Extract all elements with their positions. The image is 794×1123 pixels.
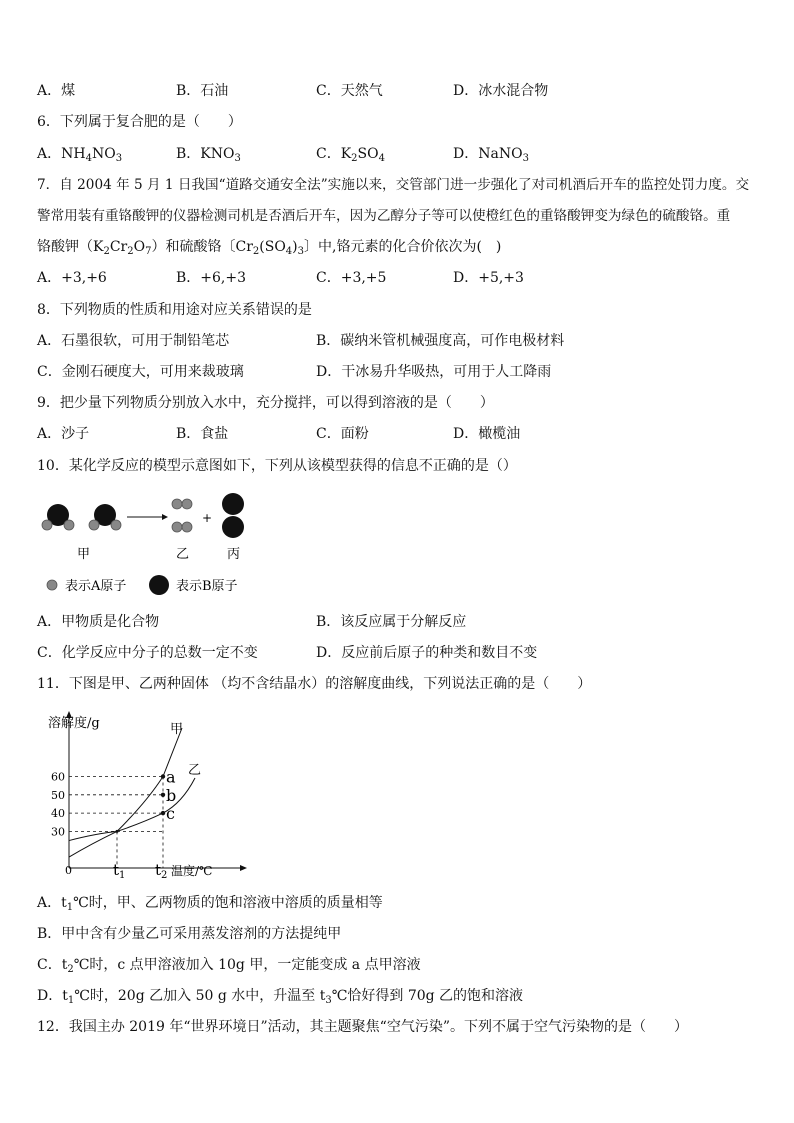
q10-options-row-2 [37, 643, 757, 663]
q6-option-b: B．$KNO_3$ [176, 146, 241, 164]
q10-option-c: C．化学反应中分子的总数一定不变 [37, 645, 258, 661]
q7-options [37, 268, 757, 288]
q8-option-c: C．金刚石硬度大，可用来裁玻璃 [37, 364, 244, 380]
x-tick-t2: $t_2$ [155, 861, 168, 881]
series-yi-label: 乙 [188, 763, 202, 778]
q10-options-row-1 [37, 612, 757, 632]
legend-a-label: 表示A原子 [65, 579, 127, 594]
q9-option-a: A．沙子 [37, 426, 90, 442]
q5-options [37, 81, 757, 101]
point-label-c: c [166, 804, 175, 824]
q8-option-b: B．碳纳米管机械强度高，可作电极材料 [316, 333, 565, 349]
q10-stem: 10．某化学反应的模型示意图如下，下列从该模型获得的信息不正确的是（） [37, 458, 517, 474]
molecule-jia-1 [42, 504, 74, 530]
y-tick-label-60: 60 [51, 770, 65, 784]
q7-line-2: 警常用装有重铬酸钾的仪器检测司机是否酒后开车，因为乙醇分子等可以使橙红色的重铬酸钾变为绿色的硫酸铬。重 [37, 208, 731, 224]
q8-stem: 8．下列物质的性质和用途对应关系错误的是 [37, 302, 312, 318]
point-b [161, 793, 165, 797]
point-a [161, 774, 165, 778]
q5-option-a: A．煤 [37, 83, 76, 99]
plus-sign: + [202, 511, 213, 525]
q11-stem: 11．下图是甲、乙两种固体 （均不含结晶水）的溶解度曲线，下列说法正确的是（ ） [37, 676, 592, 692]
x-axis-label: 温度/℃ [171, 864, 213, 878]
reaction-model-diagram [37, 490, 297, 600]
q10-option-a: A．甲物质是化合物 [37, 614, 160, 630]
q6-stem: 6．下列属于复合肥的是（ ） [37, 114, 242, 130]
q7-option-b: B．+6,+3 [176, 270, 247, 286]
label-yi: 乙 [176, 547, 190, 562]
point-intersection [116, 830, 119, 833]
q5-option-d: D．冰水混合物 [453, 83, 549, 99]
q9-stem: 9．把少量下列物质分别放入水中，充分搅拌，可以得到溶液的是（ ） [37, 395, 494, 411]
q12-stem: 12．我国主办 2019 年“世界环境日”活动，其主题聚焦“空气污染”。下列不属于空气污染物的是（ ） [37, 1019, 688, 1035]
q8-option-d: D．干冰易升华吸热，可用于人工降雨 [316, 364, 552, 380]
q9-option-d: D．橄榄油 [453, 426, 521, 442]
q11-option-d: D．$t_1℃$时，20g 乙加入 50 g 水中，升温至 $t_3℃$恰好得到 70g 乙的饱和溶液 [37, 988, 524, 1006]
y-tick-label-50: 50 [51, 788, 65, 802]
q8-option-a: A．石墨很软，可用于制铅笔芯 [37, 333, 230, 349]
y-axis-label: 溶解度/g [48, 716, 100, 731]
legend-a-atom-icon [47, 580, 57, 590]
legend-b-label: 表示B原子 [176, 579, 238, 594]
q7-line-1: 7．自 2004 年 5 月 1 日我国“道路交通安全法”实施以来，交管部门进一步强化了对司机酒后开车的监控处罚力度。交 [37, 177, 750, 193]
legend-b-atom-icon [149, 575, 169, 595]
q11-option-c: C．$t_2℃$时，c 点甲溶液加入 10g 甲，一定能变成 a 点甲溶液 [37, 957, 421, 975]
q7-option-a: A．+3,+6 [37, 270, 107, 286]
q6-option-d: D．NaNO$_3$ [453, 146, 529, 164]
y-tick-label-30: 30 [51, 825, 65, 839]
origin-label: 0 [65, 864, 72, 877]
solubility-chart [37, 708, 257, 886]
series-jia-label: 甲 [170, 722, 184, 737]
q5-option-b: B．石油 [176, 83, 229, 99]
q11-option-b: B．甲中含有少量乙可采用蒸发溶剂的方法提纯甲 [37, 926, 342, 942]
q11-option-a: A．$t_1℃$时，甲、乙两物质的饱和溶液中溶质的质量相等 [37, 895, 383, 913]
q9-option-c: C．面粉 [316, 426, 369, 442]
molecule-yi-2 [172, 522, 192, 532]
x-tick-t1: $t_1$ [113, 861, 126, 881]
q7-option-d: D．+5,+3 [453, 270, 524, 286]
molecule-bing [222, 493, 244, 538]
point-c [161, 811, 165, 815]
molecule-yi-1 [172, 499, 192, 509]
q9-option-b: B．食盐 [176, 426, 229, 442]
q6-option-a: A．$NH_4NO_3$ [37, 146, 123, 164]
q10-option-d: D．反应前后原子的种类和数目不变 [316, 645, 538, 661]
q7-line-3: 铬酸钾$(K_2Cr_2O_7)$和硫酸铬〔$Cr_2(SO_4)_3$〕中,铬元素的化合价依次为( ) [37, 239, 502, 257]
q10-option-b: B．该反应属于分解反应 [316, 614, 467, 630]
label-jia: 甲 [77, 547, 91, 562]
q7-option-c: C．+3,+5 [316, 270, 387, 286]
label-bing: 丙 [227, 547, 241, 562]
q5-option-c: C．天然气 [316, 83, 383, 99]
molecule-jia-2 [89, 504, 121, 530]
point-label-a: a [166, 767, 176, 787]
q6-options [37, 144, 757, 164]
q8-options-row-1 [37, 331, 757, 351]
y-tick-label-40: 40 [51, 807, 65, 821]
q8-options-row-2 [37, 362, 757, 382]
point-label-b: b [166, 785, 177, 805]
q6-option-c: C．$K_2SO_4$ [316, 146, 385, 164]
q9-options [37, 424, 757, 444]
